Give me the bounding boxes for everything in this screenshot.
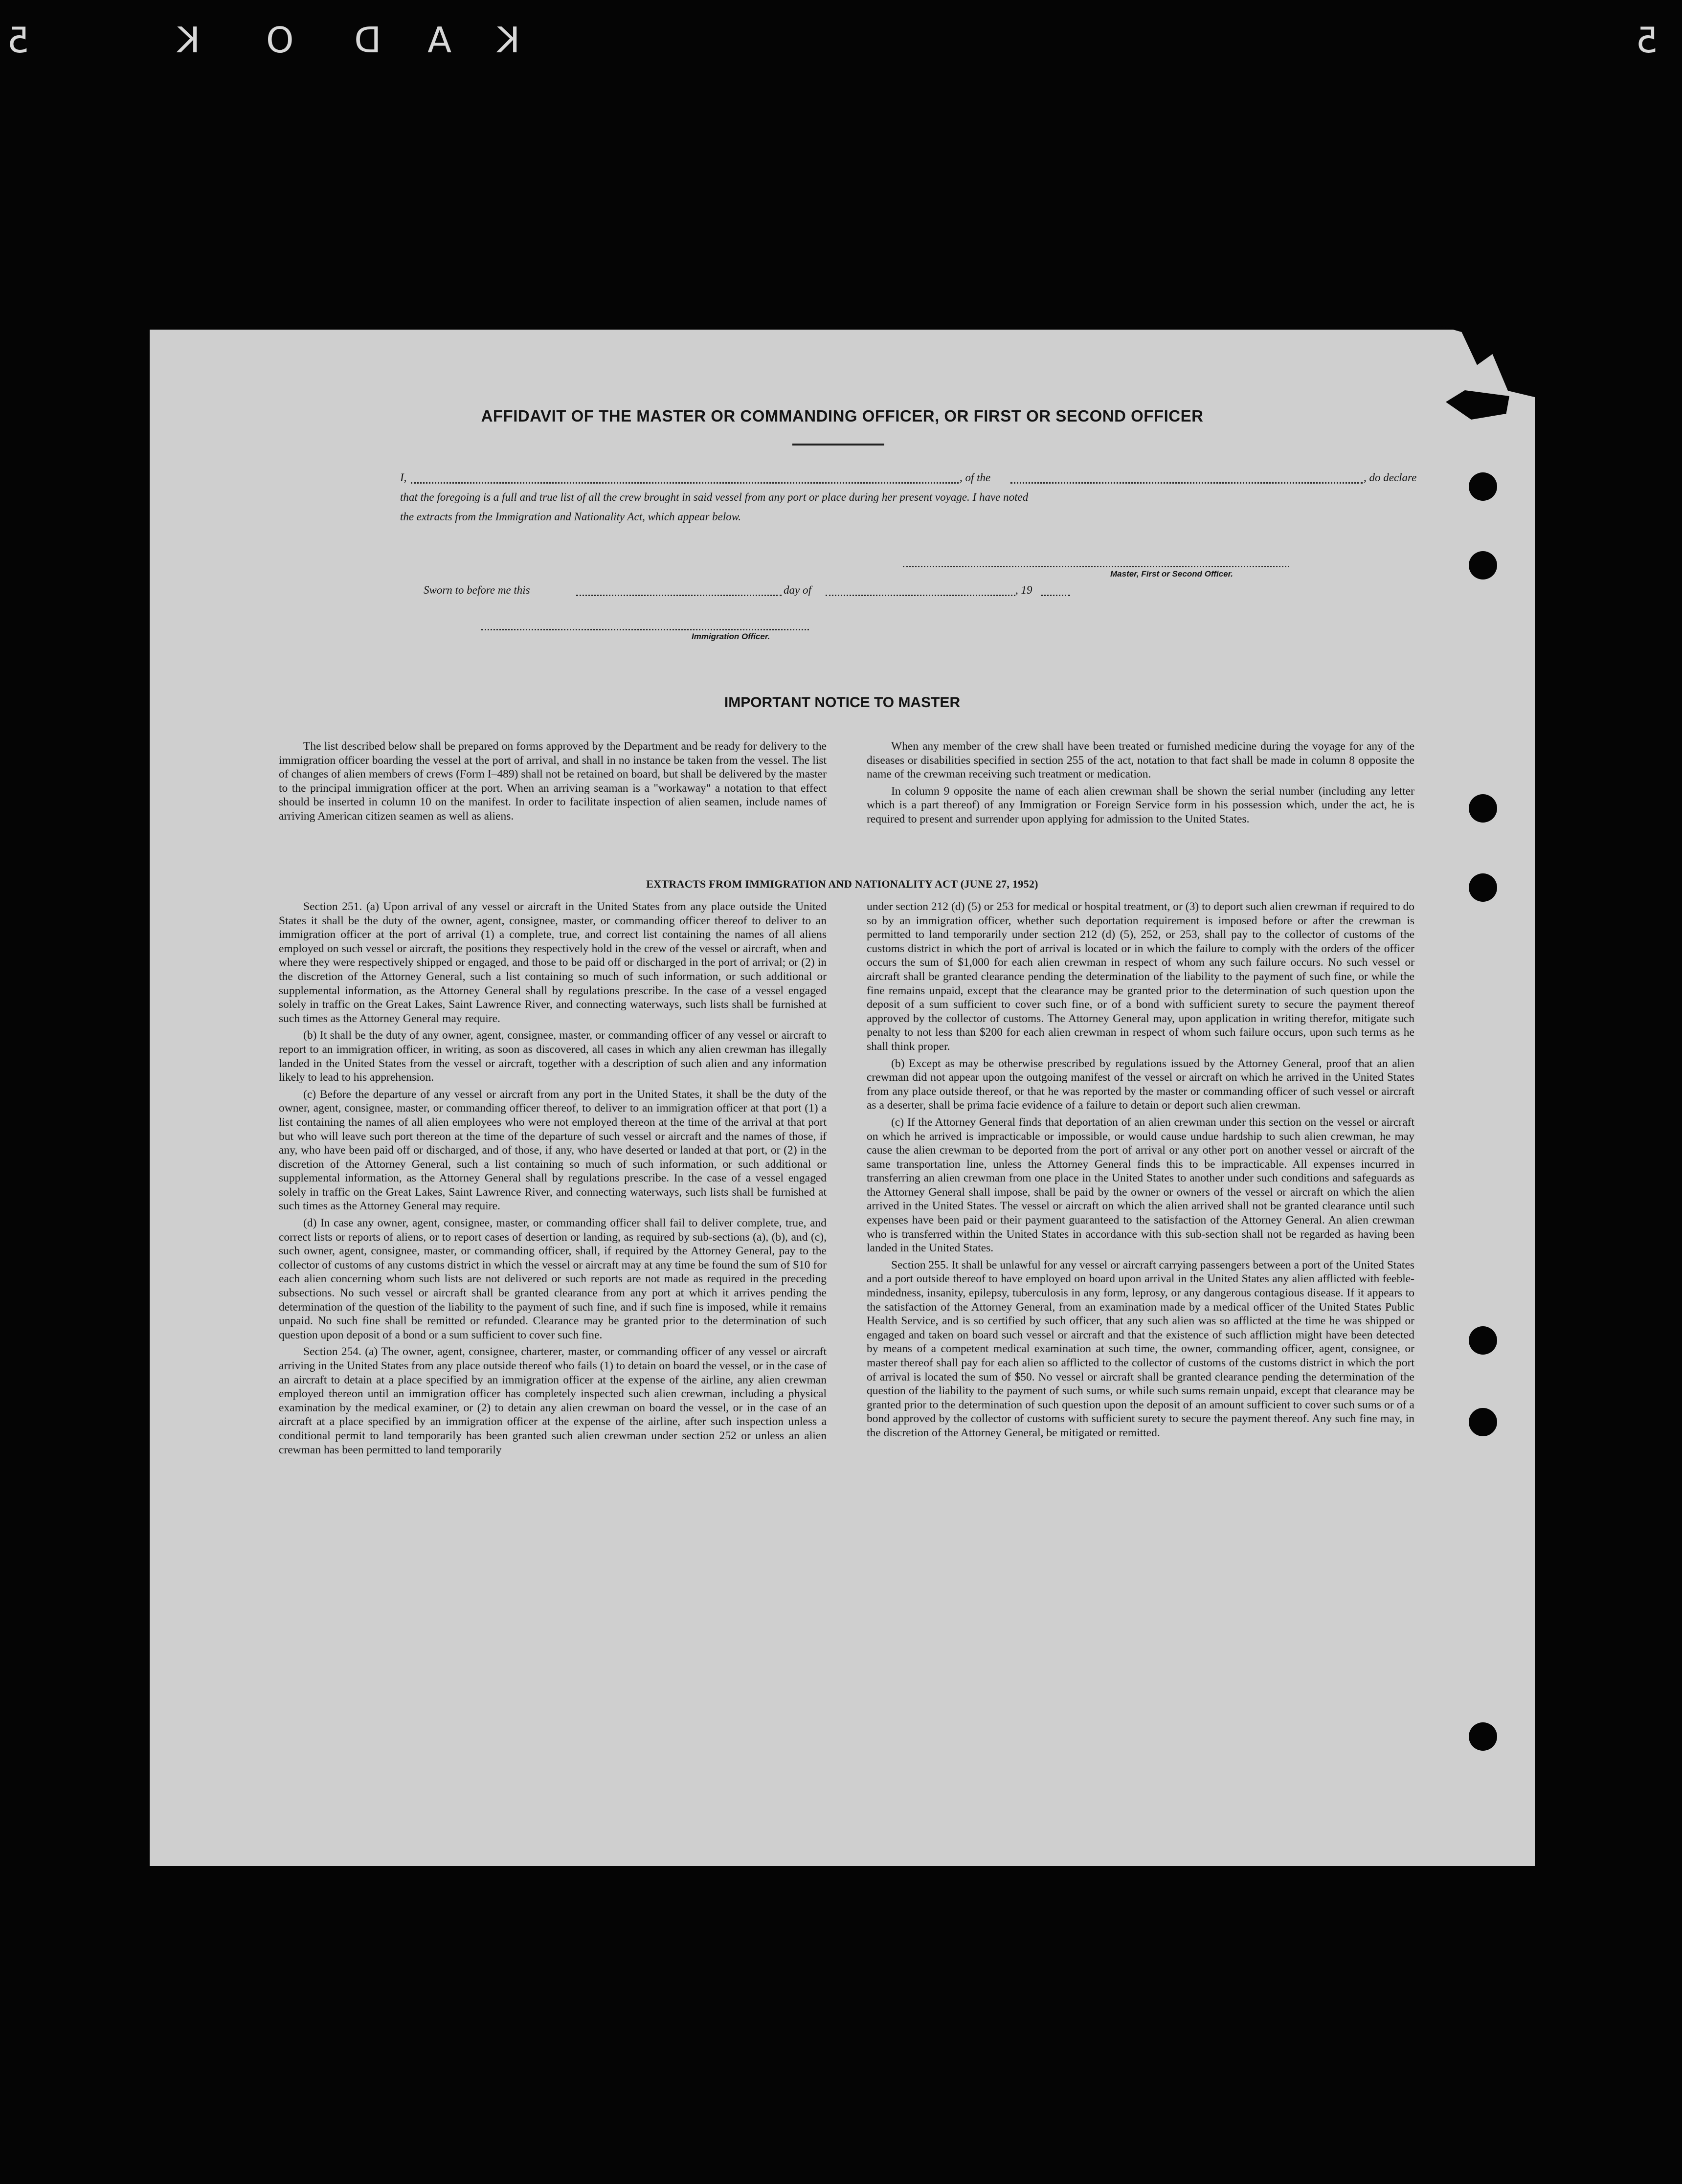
- affidavit-statement: that the foregoing is a full and true list of all the crew brought in said vessel from any port or place during her present voyage. I have noted: [400, 491, 1029, 503]
- extracts-left-column: [279, 900, 827, 1460]
- statute-paragraph: Section 254. (a) The owner, agent, consignee, charterer, master, or commanding officer of any vessel or aircraft arriving in the United States from any place outside thereof who fails (1) to detain on board the vessel, or in the case of an aircraft to detain at a place specified by an immigration officer at the expense of the airline, any alien crewman employed thereon until an immigration officer has completely inspected such alien crewman, including a physical examination by the medical examiner, or (2) to detain any alien crewman on board the vessel, or in the case of an aircraft at a place specified by an immigration officer at the expense of the airline, after such inspection unless a conditional permit to land temporarily has been granted such alien crewman under section 252 or unless an alien crewman has been permitted to land temporarily: [279, 1345, 827, 1456]
- sworn-day-of-label: day of: [784, 584, 811, 596]
- extracts-right-column: [867, 900, 1414, 1443]
- statute-paragraph: (b) It shall be the duty of any owner, agent, consignee, master, or commanding officer of any vessel or aircraft to report to an immigration officer, in writing, as soon as discovered, all cases in which any alien crewman has illegally landed in the United States from the vessel or aircraft, together with a description of such alien and any information likely to lead to his apprehension.: [279, 1029, 827, 1084]
- statute-paragraph: (c) If the Attorney General finds that deportation of an alien crewman under this section on the vessel or aircraft on which he arrived is impracticable or impossible, or would cause undue hardship to such alien crewman, he may cause the alien crewman to be deported from the port of arrival or any other port on another vessel or aircraft of the same transportation line, unless the Attorney General finds this to be impracticable. All expenses incurred in transferring an alien crewman from one place in the United States to another under such conditions and safeguards as the Attorney General shall impose, shall be paid by the owner or owners of the vessel or aircraft on which the alien arrived in the United States. The vessel or aircraft on which the alien arrived shall not be granted clearance until such expenses have been paid or their payment guaranteed to the satisfaction of the Attorney General. An alien crewman who is transferred within the United States in accordance with this sub-section shall not be regarded as having been landed in the United States.: [867, 1115, 1414, 1255]
- film-edge-mark: 5: [4, 20, 29, 61]
- film-edge-mark: K: [174, 20, 201, 61]
- punch-hole: [1469, 1408, 1497, 1436]
- statute-paragraph: Section 255. It shall be unlawful for any vessel or aircraft carrying passengers between a port of the United States and a port outside thereof to have employed on board upon arrival in the United States any alien afflicted with feeble-mindedness, insanity, epilepsy, tuberculosis in any form, leprosy, or any dangerous contagious disease. If it appears to the satisfaction of the Attorney General, from an examination made by a medical officer of the United States Public Health Service, and is so certified by such officer, that any such alien was so afflicted at the time he was shipped or engaged and taken on board such vessel or aircraft and that the existence of such affliction might have been detected by means of a competent medical examination at such time, the owner, commanding officer, agent, consignee, or master thereof shall pay for each alien so afflicted to the collector of customs of the customs district in which the port of arrival is located the sum of $50. No vessel or aircraft shall be granted clearance pending the determination of the question of the liability to the payment of such sums, or while such sums remain unpaid, except that clearance may be granted prior to the determination of such question upon the deposit of an amount sufficient to cover such sums or of a bond approved by the collector of customs with sufficient surety to secure the payment thereof. Any such fine may, in the discretion of the Attorney General, be mitigated or remitted.: [867, 1258, 1414, 1439]
- affidavit-declare-label: , do declare: [1364, 471, 1417, 484]
- statute-paragraph: (c) Before the departure of any vessel or aircraft from any port in the United States, it shall be the duty of the owner, agent, consignee, master, or commanding officer thereof, to deliver to an immigration officer at that port (1) a list containing the names of all alien employees who were not employed thereon at the time of the arrival at that port but who will leave such port thereon at the time of the departure of such vessel or aircraft and the names of those, if any, who have been paid off or discharged, and of those, if any, who have deserted or landed at that port, or (2) in the discretion of the Attorney General, such a list containing so much of such information, or such additional or supplemental information, as the Attorney General shall by regulations prescribe. In the case of a vessel engaged solely in traffic on the Great Lakes, Saint Lawrence River, and connecting waterways, such lists shall be furnished at such times as the Attorney General may require.: [279, 1088, 827, 1213]
- officer-signature-caption: Immigration Officer.: [692, 632, 770, 641]
- punch-hole: [1469, 472, 1497, 501]
- vessel-blank: [1010, 482, 1363, 484]
- sworn-day-blank: [576, 595, 782, 596]
- sworn-label: Sworn to before me this: [424, 584, 530, 596]
- film-edge-mark: A: [425, 20, 452, 61]
- punch-hole: [1469, 551, 1497, 579]
- punch-hole: [1469, 1722, 1497, 1751]
- name-blank: [411, 482, 959, 484]
- notice-paragraph: When any member of the crew shall have been treated or furnished medicine during the voyage for any of the diseases or disabilities specified in section 255 of the act, notation to that fact shall be made in column 8 opposite the name of the crewman receiving such treatment or medication.: [867, 740, 1414, 781]
- film-edge-mark: K: [494, 20, 520, 61]
- master-signature-line: [903, 566, 1289, 567]
- page-tear: [1436, 325, 1539, 398]
- punch-hole: [1469, 794, 1497, 823]
- statute-paragraph: (d) In case any owner, agent, consignee, master, or commanding officer shall fail to deliver complete, true, and correct lists or reports of aliens, or to report cases of desertion or landing, as required by sub-sections (a), (b), and (c), such owner, agent, consignee, master, or commanding officer, shall, if required by the Attorney General, pay to the collector of customs of any customs district in which the vessel or aircraft may at any time be found the sum of $10 for each alien concerning whom such lists are not delivered or such reports are not made as required in the preceding subsections. No such vessel or aircraft shall be granted clearance from any port at which it arrives pending the determination of the question of the liability to the payment of such fine, and if such fine is imposed, while it remains unpaid. No such fine shall be remitted or refunded. Clearance may be granted prior to the determination of such question upon deposit of a bond or a sum sufficient to cover such fine.: [279, 1217, 827, 1341]
- notice-paragraph: The list described below shall be prepared on forms approved by the Department and be ready for delivery to the immigration officer boarding the vessel at the port of arrival, and shall in no instance be taken from the vessel. The list of changes of alien members of crews (Form I–489) shall not be retained on board, but shall be delivered by the master to the principal immigration officer at the port. When an arriving seaman is a "workaway" a notation to that effect should be inserted in column 10 on the manifest. In order to facilitate inspection of alien seamen, include names of arriving American citizen seamen as well as aliens.: [279, 740, 827, 823]
- film-edge-mark: 5: [1633, 20, 1658, 61]
- affidavit-statement-continued: the extracts from the Immigration and Nationality Act, which appear below.: [400, 511, 741, 523]
- notice-title: IMPORTANT NOTICE TO MASTER: [724, 694, 961, 711]
- statute-paragraph: (b) Except as may be otherwise prescribed by regulations issued by the Attorney General, proof that an alien crewman did not appear upon the outgoing manifest of the vessel or aircraft on which he arrived in the United States from any place outside thereof, or that he was reported by the master or commanding officer of such vessel or aircraft as a deserter, shall be prima facie evidence of a failure to detain or deport such alien crewman.: [867, 1057, 1414, 1112]
- affidavit-i-label: I,: [400, 471, 407, 484]
- sworn-year-label: , 19: [1015, 584, 1032, 596]
- affidavit-title: AFFIDAVIT OF THE MASTER OR COMMANDING OFFICER, OR FIRST OR SECOND OFFICER: [481, 407, 1204, 425]
- notice-paragraph: In column 9 opposite the name of each alien crewman shall be shown the serial number (including any letter which is a part thereof) of any Immigration or Foreign Service form in his possession which, under the act, he is required to present and surrender upon applying for admission to the United States.: [867, 784, 1414, 825]
- master-signature-caption: Master, First or Second Officer.: [1110, 569, 1233, 579]
- punch-hole: [1469, 1326, 1497, 1355]
- sworn-month-blank: [826, 595, 1015, 596]
- film-edge-mark: O: [263, 20, 294, 61]
- affidavit-of-the-label: , of the: [960, 471, 991, 484]
- notice-left-column: [279, 739, 827, 826]
- sworn-year-blank: [1041, 595, 1070, 596]
- film-edge-mark: D: [351, 20, 381, 61]
- document-page: [150, 330, 1535, 1866]
- notice-right-column: [867, 739, 1414, 829]
- officer-signature-line: [481, 629, 809, 630]
- film-edge: [0, 20, 1682, 73]
- statute-paragraph: Section 251. (a) Upon arrival of any vessel or aircraft in the United States from any place outside the United States it shall be the duty of the owner, agent, consignee, master, or commanding officer thereof to deliver to an immigration officer at the port of arrival (1) a complete, true, and correct list containing the names of all aliens employed on such vessel or aircraft, the positions they respectively hold in the crew of the vessel or aircraft, when and where they were respectively shipped or engaged, and those to be paid off or discharged in the port of arrival; or (2) in the discretion of the Attorney General, such a list containing so much of such information, or such additional or supplemental information, as the Attorney General shall by regulations prescribe. In the case of a vessel engaged solely in traffic on the Great Lakes, Saint Lawrence River, and connecting waterways, such lists shall be furnished at such times as the Attorney General may require.: [279, 900, 827, 1025]
- extracts-title: EXTRACTS FROM IMMIGRATION AND NATIONALITY ACT (JUNE 27, 1952): [646, 878, 1038, 890]
- title-rule: [792, 444, 884, 446]
- statute-paragraph: under section 212 (d) (5) or 253 for medical or hospital treatment, or (3) to deport such alien crewman if required to do so by an immigration officer, whether such deportation requirement is imposed before or after the crewman is permitted to land temporarily under section 212 (d) (5), 252, or 253, shall pay to the collector of customs of the customs district in which the port of arrival is located or in which the failure to comply with the orders of the officer occurs the sum of $1,000 for each alien crewman in respect of whom any such failure occurs. No such vessel or aircraft shall be granted clearance pending the determination of the liability to the payment of such fine, or while the fine remains unpaid, except that the clearance may be granted prior to the determination of such question upon the deposit of a sum sufficient to cover such fine, or of a bond with sufficient surety to secure the payment thereof approved by the collector of customs. The Attorney General may, upon application in writing therefor, mitigate such penalty to not less than $200 for each alien crewman in respect of whom such failure occurs, upon such terms as he shall think proper.: [867, 900, 1414, 1053]
